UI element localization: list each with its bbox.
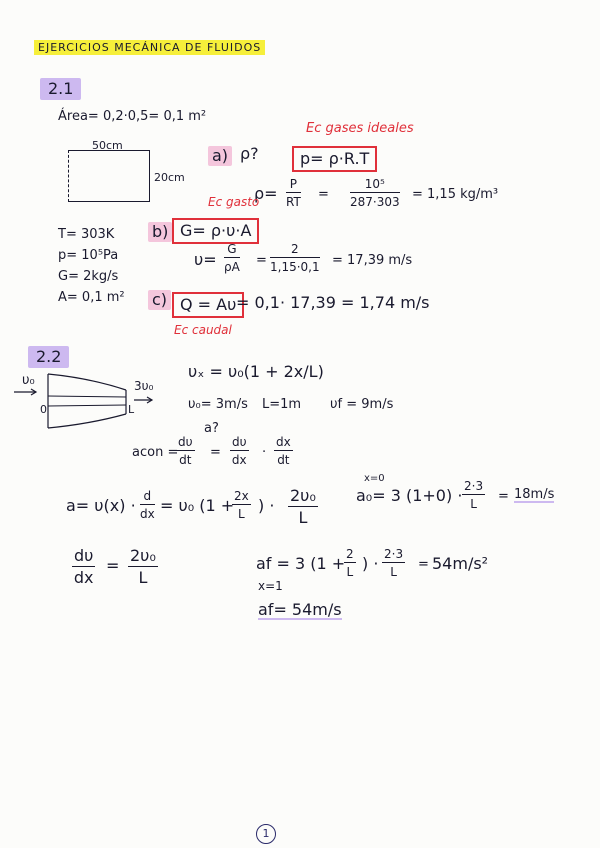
given-vf: υf = 9m/s — [330, 397, 394, 412]
given-pressure: p= 10⁵Pa — [58, 248, 119, 263]
dvdx-fraction-1: $\frac{d\upsilon}{dx}$ — [73, 546, 94, 587]
rect-width-label: 50cm — [92, 139, 123, 152]
accel-fraction-2x-L: $\frac{2x}{L}$ — [234, 489, 249, 521]
x0-condition: x=0 — [364, 473, 385, 484]
rho-lhs: ρ= — [254, 184, 278, 203]
area-calc: Área= 0,2·0,5= 0,1 m² — [58, 109, 207, 124]
accel-expr-start: a= υ(x) · — [66, 496, 136, 515]
af-equals: = — [418, 557, 429, 572]
x1-condition: x=1 — [258, 579, 283, 593]
part-c-label: c) — [148, 290, 171, 310]
mass-flow-label: Ec gasto — [208, 195, 260, 209]
flow-rate-calc: = 0,1· 17,39 = 1,74 m/s — [236, 293, 430, 312]
acon-fraction-3: $\frac{dx}{dt}$ — [276, 435, 291, 467]
ideal-gas-label: Ec gases ideales — [306, 121, 414, 136]
velocity-lhs: υ= — [194, 250, 217, 269]
ideal-gas-equation: p= ρ·R.T — [292, 146, 377, 172]
af-fraction-1: $\frac{2}{L}$ — [346, 547, 354, 579]
rho-fraction-1: $\frac{P}{RT}$ — [286, 177, 301, 209]
af-result: 54m/s² — [432, 554, 489, 573]
dvdx-fraction-2: $\frac{\text{2υ₀}}{L}$ — [130, 546, 156, 587]
mass-flow-equation: G= ρ·υ·A — [172, 218, 259, 244]
dvdx-equals: = — [106, 556, 120, 575]
exercise-number-2-2: 2.2 — [28, 346, 69, 368]
outlet-velocity-label: 3υ₀ — [134, 379, 154, 393]
flow-rate-label: Ec caudal — [174, 323, 232, 337]
acon-fraction-2: $\frac{d\upsilon}{dx}$ — [231, 435, 247, 467]
acceleration-question: a? — [204, 421, 219, 436]
given-v0: υ₀= 3m/s — [188, 397, 248, 412]
part-b-label: b) — [148, 222, 172, 242]
acon-lhs: acon = — [132, 445, 179, 460]
given-temperature: T= 303K — [58, 227, 115, 242]
x0-label: 0 — [40, 403, 47, 416]
accel-expr-close: ) · — [258, 496, 275, 515]
document-title: EJERCICIOS MECÁNICA DE FLUIDOS — [34, 40, 265, 55]
page-number: 1 — [256, 824, 276, 844]
accel-expr-middle: = υ₀ (1 + — [160, 496, 235, 515]
velocity-fraction-1: $\frac{G}{\rho A}$ — [224, 242, 240, 274]
velocity-field-equation: υₓ = υ₀(1 + 2x/L) — [188, 362, 324, 381]
inlet-velocity-label: υ₀ — [22, 373, 35, 388]
part-a-label: a) — [208, 146, 232, 166]
exercise-number-2-1: 2.1 — [40, 78, 81, 100]
a0-result: 18m/s — [514, 487, 555, 502]
acon-fraction-1: $\frac{d\upsilon}{dt}$ — [178, 435, 193, 467]
af-fraction-2: $\frac{2\cdot 3}{L}$ — [384, 547, 404, 579]
af-final-result: af= 54m/s — [258, 600, 342, 619]
xL-label: L — [128, 403, 135, 416]
given-length: L=1m — [262, 397, 302, 412]
rho-equals: = — [318, 187, 329, 202]
given-mass-flow: G= 2kg/s — [58, 269, 119, 284]
a0-fraction: $\frac{2\cdot 3}{L}$ — [464, 479, 484, 511]
velocity-result: = 17,39 m/s — [332, 253, 413, 268]
accel-fraction-d-dx: $\frac{d}{dx}$ — [140, 489, 155, 521]
density-question: ρ? — [240, 144, 259, 163]
flow-rate-equation: Q = Aυ — [172, 292, 244, 318]
rho-fraction-2: $\frac{\text{10⁵}}{287\cdot 303}$ — [350, 177, 400, 209]
acon-equals: = — [210, 445, 221, 460]
rho-result: = 1,15 kg/m³ — [412, 187, 499, 202]
acon-dot: · — [262, 445, 267, 460]
accel-fraction-2v0-L: $\frac{\text{2υ₀}}{L}$ — [290, 486, 316, 527]
af-close: ) · — [362, 554, 379, 573]
rect-height-label: 20cm — [154, 171, 185, 184]
velocity-equals: = — [256, 253, 267, 268]
a0-expr: a₀= 3 (1+0) · — [356, 486, 463, 505]
velocity-fraction-2: $\frac{2}{1,15\cdot 0,1}$ — [270, 242, 320, 274]
af-expr: af = 3 (1 + — [256, 554, 346, 573]
a0-equals: = — [498, 489, 509, 504]
given-area: A= 0,1 m² — [58, 290, 125, 305]
